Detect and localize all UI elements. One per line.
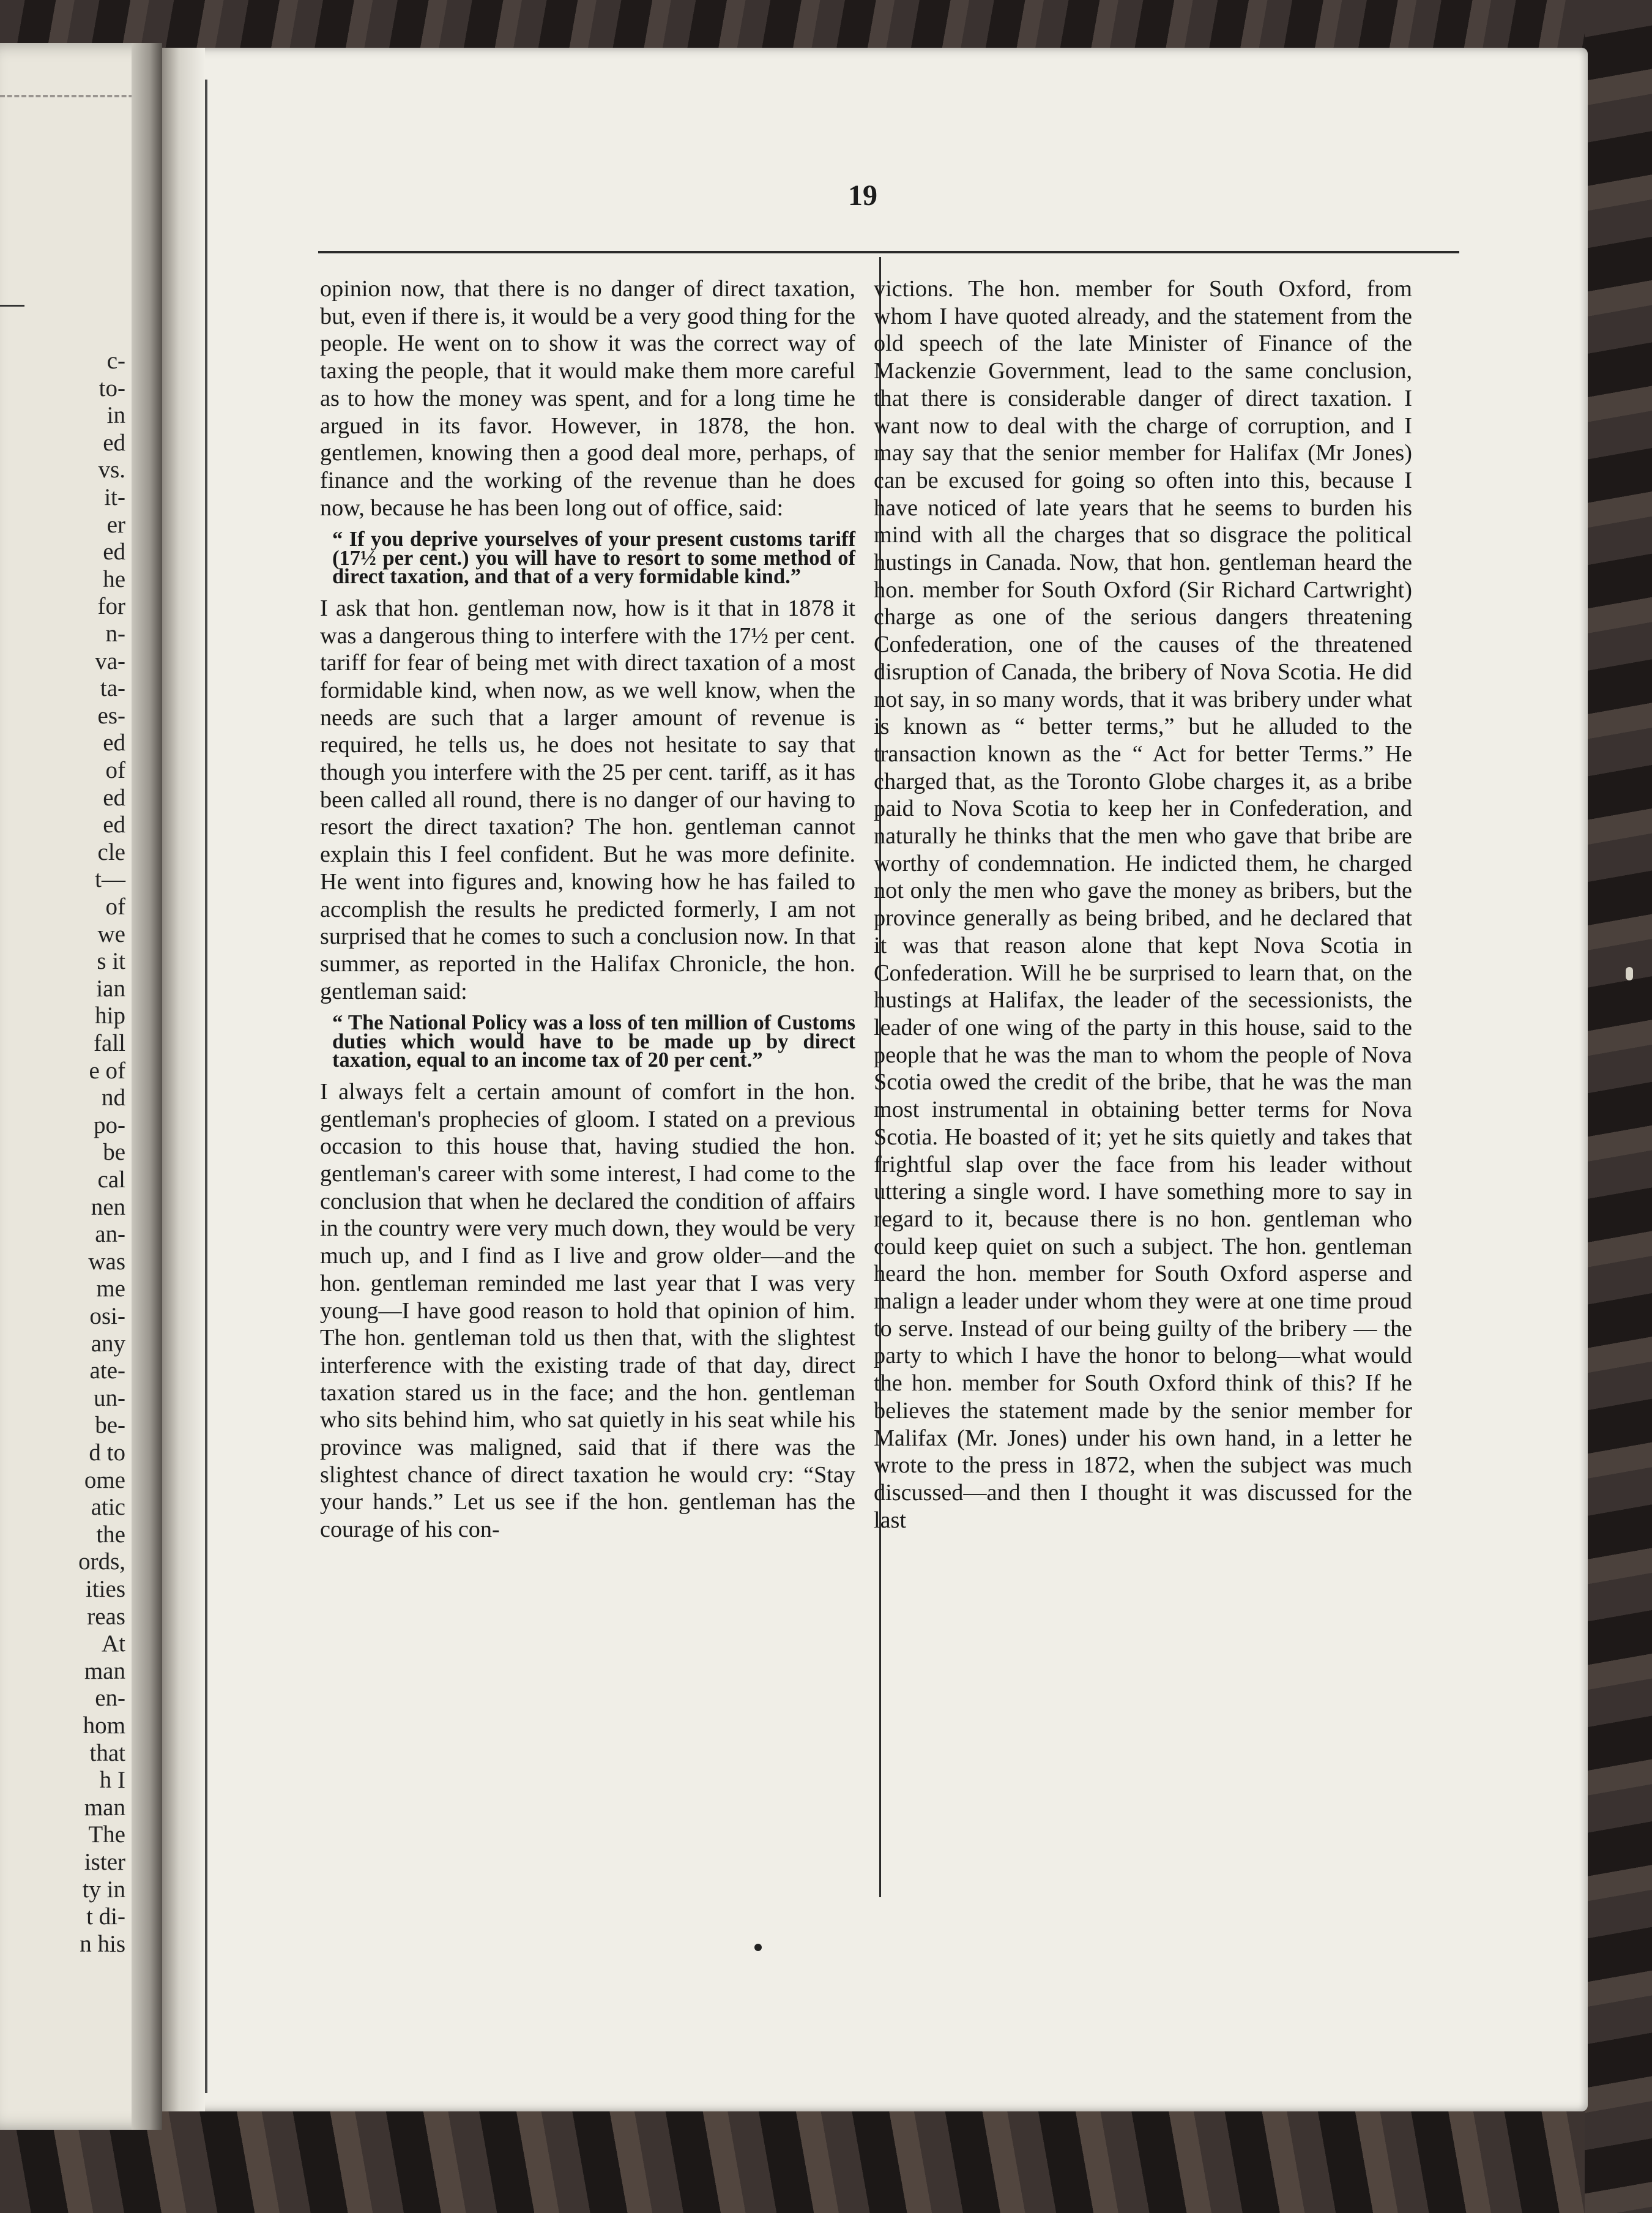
column-left	[320, 275, 855, 1543]
facing-page-fragment-line: es-	[97, 702, 125, 729]
ink-dot	[754, 1944, 762, 1951]
facing-page-fragment-line: ed	[103, 730, 125, 756]
facing-page-fragment-line: ed	[103, 812, 125, 838]
facing-page-rule	[0, 305, 24, 307]
facing-page-dashed-border	[0, 95, 141, 97]
facing-page-fragment-line: po-	[94, 1111, 125, 1138]
facing-page-fragment-line: ed	[103, 429, 125, 456]
facing-page-fragment-line: of	[105, 757, 125, 783]
facing-page-fragment-line: nen	[91, 1193, 125, 1220]
facing-page-fragment-line: At	[102, 1630, 125, 1657]
facing-page-fragment-line: man	[84, 1794, 125, 1821]
facing-page-fragment-line: en-	[95, 1685, 125, 1712]
facing-page-fragment-line: be-	[95, 1412, 125, 1439]
facing-page-fragment-line: d to	[89, 1439, 125, 1466]
facing-page-fragment-line: n his	[80, 1930, 125, 1957]
facing-page-fragment-line: t di-	[86, 1903, 125, 1930]
facing-page-fragment-line: of	[105, 894, 125, 920]
paragraph: victions. The hon. member for South Oxford, from whom I have quoted already, and the statement from the old speech of the late Minister of Finance of the Mackenzie Government, lead to the same conclusion, that there is considerable danger of direct taxation. I want now to deal with the charge of corruption, and I may say that the senior member for Halifax (Mr Jones) can be excused for going so often into this, because I have noticed of late years that he seems to burden his mind with all the charges that so disgrace the political hustings in Canada. Now, that hon. gentleman heard the hon. member for South Oxford (Sir Richard Cartwright) charge as one of the serious dangers threatening Confederation, one of the causes of the threatened disruption of Canada, the bribery of Nova Scotia. He did not say, in so many words, that it was bribery under what is known as “ better terms,” but he alluded to the transaction known as the “ Act for better Terms.” He charged that, as the Toronto Globe charges it, as a bribe paid to Nova Scotia to keep her in Confederation, and naturally he thinks that the men who gave that bribe are worthy of condemnation. He indicted them, he charged not only the men who gave the money as bribers, but the province generally as being bribed, and he declared that it was that reason alone that kept Nova Scotia in Confederation. Will he be surprised to learn that, on the hustings at Halifax, the leader of the secessionists, the leader of one wing of the party in this house, said to the people that he was the man to whom the people of Nova Scotia owed the credit of the bribe, that he was the man most instrumental in obtaining better terms for Nova Scotia. He boasted of it; yet he sits quietly and takes that frightful slap over the face from his leader without uttering a single word. I have something more to say in regard to it, because there is no hon. gentleman who could keep quiet on such a subject. The hon. gentleman heard the hon. member for South Oxford asperse and malign a leader under whom they were at one time proud to serve. Instead of our being guilty of the bribery — the party to which I have the honor to belong—what would the hon. member for South Oxford think of this? If he believes the statement made by the senior member for Malifax (Mr. Jones) under his own hand, in a letter he wrote to the press in 1872, when the subject was much discussed—and then I thought it was discussed for the last	[874, 276, 1412, 1533]
paragraph: opinion now, that there is no danger of direct taxation, but, even if there is, it would be a very good thing for the people. He went on to show it was the correct way of taxing the people, that it would make them more careful as to how the money was spent, and for a long time he argued in its favor. However, in 1878, the hon. gentlemen, knowing then a good deal more, perhaps, of finance and the working of the revenue than he does now, because he has been long out of office, said:	[320, 276, 855, 521]
block-quote: “ If you deprive yourselves of your present customs tariff (17½ per cent.) you will have to resort to some method of direct taxation, and that of a very formidable kind.”	[332, 528, 855, 589]
facing-page-fragment-line: was	[88, 1248, 125, 1275]
facing-page-fragment-line: cle	[97, 838, 125, 865]
facing-page-fragment-line: ed	[103, 784, 125, 811]
facing-page-fragment	[0, 43, 162, 2130]
facing-page-fragment-line: osi-	[89, 1303, 125, 1329]
facing-page-fragment-line: ities	[86, 1576, 125, 1602]
facing-page-fragment-line: h I	[99, 1767, 125, 1794]
facing-page-fragment-line: we	[97, 920, 125, 947]
facing-page-fragment-line: me	[96, 1275, 125, 1302]
facing-page-fragment-line: hip	[95, 1002, 125, 1029]
facing-page-fragment-line: reas	[87, 1603, 125, 1630]
facing-page-fragment-line: to-	[99, 375, 125, 401]
facing-page-fragment-line: atic	[91, 1494, 125, 1521]
header-rule	[318, 251, 1459, 253]
facing-page-fragment-line: nd	[102, 1084, 125, 1111]
column-right	[874, 275, 1412, 1534]
facing-page-fragment-line: any	[91, 1330, 125, 1357]
facing-page-fragment-line: ta-	[100, 675, 125, 702]
binding-line	[205, 80, 207, 2093]
facing-page-fragment-line: man	[84, 1657, 125, 1684]
facing-page-fragment-line: vs.	[98, 457, 125, 483]
facing-page-fragment-line: ome	[84, 1466, 125, 1493]
facing-page-fragment-line: that	[89, 1739, 125, 1766]
scan-background-right	[1585, 0, 1652, 2213]
block-quote: “ The National Policy was a loss of ten million of Customs duties which would have to be made up by direct taxation, equal to an income tax of 20 per cent.”	[332, 1011, 855, 1072]
facing-page-fragment-line: c-	[106, 348, 125, 374]
facing-page-fragment-line: t—	[95, 866, 125, 893]
page-binding	[162, 48, 205, 2111]
facing-page-fragment-line: The	[88, 1821, 125, 1848]
facing-page-fragment-line: va-	[95, 647, 125, 674]
facing-page-fragment-line: ate-	[89, 1357, 125, 1384]
facing-page-fragment-line: er	[106, 511, 125, 538]
paragraph: I ask that hon. gentleman now, how is it that in 1878 it was a dangerous thing to interfere with the 17½ per cent. tariff for fear of being met with direct taxation of a most formidable kind, when now, as we well know, when the needs are such that a larger amount of revenue is required, he tells us, he does not hesitate to say that though you interfere with the 25 per cent. tariff, as it has been called all round, there is no danger of our having to resort the direct taxation? The hon. gentleman cannot explain this I feel confident. But he was more definite. He went into figures and, knowing how he has failed to accomplish the results he predicted formerly, I am not surprised that he comes to such a conclusion now. In that summer, as reported in the Halifax Chronicle, the hon. gentleman said:	[320, 595, 855, 1004]
facing-page-fragment-line: ty in	[82, 1876, 125, 1903]
facing-page-binding	[132, 43, 162, 2130]
facing-page-fragment-line: ian	[96, 975, 125, 1002]
facing-page-fragment-line: un-	[94, 1384, 125, 1411]
facing-page-fragment-line: s it	[97, 948, 125, 975]
scan-speck	[1626, 967, 1633, 980]
facing-page-fragment-line: he	[103, 565, 125, 592]
facing-page-fragment-line: ister	[84, 1849, 125, 1875]
facing-page-fragment-line: ords,	[78, 1548, 125, 1575]
facing-page-fragment-line: ed	[103, 539, 125, 565]
paragraph: I always felt a certain amount of comfort in the hon. gentleman's prophecies of gloom. I stated on a previous occasion to this house that, having studied the hon. gentleman's career with some interest, I had come to the conclusion that when he declared the condition of affairs in the country were very much down, they would be very much up, and I find as I live and grow older—and the hon. gentleman reminded me last year that I was very young—I have good reason to hold that opinion of him. The hon. gentleman told us then that, with the slightest interference with the existing trade of that day, direct taxation stared us in the face; and the hon. gentleman who sits behind him, who sat quietly in his seat while his province was maligned, said that if there was the slightest chance of direct taxation he would cry: “Stay your hands.” Let us see if the hon. gentleman has the courage of his con-	[320, 1078, 855, 1543]
page-number: 19	[848, 179, 877, 212]
facing-page-fragment-line: cal	[97, 1166, 125, 1193]
scan-background-bottom	[0, 2105, 1652, 2213]
facing-page-fragment-line: in	[106, 402, 125, 429]
facing-page-fragment-line: fall	[94, 1030, 125, 1056]
facing-page-fragment-line: for	[97, 593, 125, 620]
facing-page-fragment-line: n-	[105, 621, 125, 647]
facing-page-fragment-line: it-	[104, 484, 125, 510]
facing-page-fragment-line: an-	[95, 1221, 125, 1248]
facing-page-fragment-line: the	[96, 1521, 125, 1548]
facing-page-fragment-line: e of	[89, 1057, 125, 1084]
facing-page-fragment-line: hom	[83, 1712, 125, 1739]
facing-page-fragment-line: be	[103, 1139, 125, 1166]
